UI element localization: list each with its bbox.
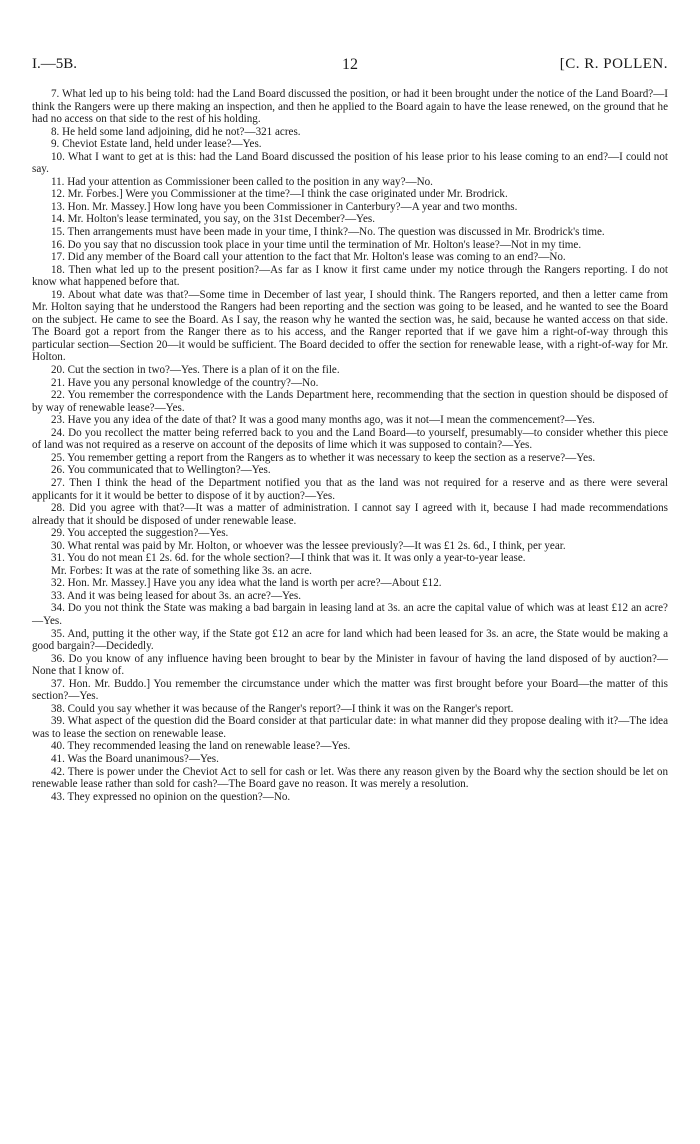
paragraph: 28. Did you agree with that?—It was a matter of administration. I cannot say I agreed with it, because I had made recommendations already that it should be disposed of under renewable lease. <box>32 502 668 527</box>
page-header <box>32 56 668 80</box>
paragraph: 20. Cut the section in two?—Yes. There is a plan of it on the file. <box>51 364 340 377</box>
paragraph: 27. Then I think the head of the Department notified you that as the land was not required for a reserve and as there were several applicants for it it would be better to dispose of it by auction?—Yes. <box>32 476 668 502</box>
paragraph: 25. You remember getting a report from the Rangers as to whether it was necessary to keep the section as a reserve?—Yes. <box>51 451 596 464</box>
witness-name: [C. R. POLLEN. <box>559 56 668 72</box>
paragraph: 42. There is power under the Cheviot Act to sell for cash or let. Was there any reason given by the Board why the section should be let on renewable lease rather than sold for cash?—The Board gave no reason. It was merely a resolution. <box>32 765 668 791</box>
paragraph: 21. Have you any personal knowledge of the country?—No. <box>51 376 319 389</box>
paragraph: 36. Do you know of any influence having been brought to bear by the Minister in favour of having the land disposed of by auction?—None that I know of. <box>32 652 668 678</box>
paragraph: 12. Mr. Forbes.] Were you Commissioner at the time?—I think the case originated under Mr. Brodrick. <box>51 188 508 201</box>
paragraph: 7. What led up to his being told: had the Land Board discussed the position, or had it been brought under the notice of the Land Board?—I think the Rangers were up there making an inspection, and then he applied to the Board again to have the lease renewed, on the ground that he had no access on that side to the rest of his holding. <box>32 88 668 126</box>
paragraph: 14. Mr. Holton's lease terminated, you say, on the 31st December?—Yes. <box>51 213 375 226</box>
paragraph: 30. What rental was paid by Mr. Holton, or whoever was the lessee previously?—It was £1 2s. 6d., I think, per year. <box>51 539 566 552</box>
paragraph: 26. You communicated that to Wellington?—Yes. <box>51 464 271 477</box>
paragraph: 23. Have you any idea of the date of that? It was a good many months ago, was it not—I mean the commencement?—Yes. <box>51 414 595 427</box>
paragraph: 37. Hon. Mr. Buddo.] You remember the circumstance under which the matter was first brought before your Board—the matter of this section?—Yes. <box>32 677 668 703</box>
paragraph: 40. They recommended leasing the land on renewable lease?—Yes. <box>51 740 351 753</box>
transcript-body <box>32 88 668 803</box>
paragraph: 31. You do not mean £1 2s. 6d. for the whole section?—I think that was it. It was only a year-to-year lease. <box>51 552 526 565</box>
paragraph: 8. He held some land adjoining, did he not?—321 acres. <box>51 125 301 138</box>
paragraph: 43. They expressed no opinion on the question?—No. <box>51 790 291 803</box>
paragraph: 10. What I want to get at is this: had the Land Board discussed the position of his lease prior to his lease coming to an end?—I could not say. <box>32 150 668 176</box>
paragraph: Mr. Forbes: It was at the rate of something like 3s. an acre. <box>51 564 312 577</box>
paragraph: 39. What aspect of the question did the Board consider at that particular date: in what manner did they propose dealing with it?—The idea was to lease the section on renewable lease. <box>32 715 668 740</box>
paragraph: 29. You accepted the suggestion?—Yes. <box>51 527 229 540</box>
paragraph: 33. And it was being leased for about 3s. an acre?—Yes. <box>51 589 301 602</box>
document-reference: I.—5B. <box>32 56 77 72</box>
paragraph: 34. Do you not think the State was making a bad bargain in leasing land at 3s. an acre the capital value of which was at least £12 an acre?—Yes. <box>32 602 668 627</box>
paragraph: 17. Did any member of the Board call your attention to the fact that Mr. Holton's lease was coming to an end?—No. <box>51 251 566 264</box>
paragraph: 35. And, putting it the other way, if the State got £12 an acre for land which had been leased for 3s. an acre, the State would be making a good bargain?—Decidedly. <box>32 627 668 653</box>
paragraph: 15. Then arrangements must have been made in your time, I think?—No. The question was discussed in Mr. Brodrick's time. <box>51 226 605 239</box>
paragraph: 24. Do you recollect the matter being referred back to you and the Land Board—to yourself, presumably—to consider whether this piece of land was not required as a reserve on account of the deposits of lime which it was supposed to contain?—Yes. <box>32 426 668 452</box>
paragraph: 9. Cheviot Estate land, held under lease?—Yes. <box>51 138 262 151</box>
paragraph: 41. Was the Board unanimous?—Yes. <box>51 752 219 765</box>
paragraph: 38. Could you say whether it was because of the Ranger's report?—I think it was on the Ranger's report. <box>51 702 514 715</box>
paragraph: 16. Do you say that no discussion took place in your time until the termination of Mr. Holton's lease?—Not in my time. <box>51 238 582 251</box>
paragraph: 32. Hon. Mr. Massey.] Have you any idea what the land is worth per acre?—About £12. <box>51 577 442 590</box>
paragraph: 19. About what date was that?—Some time in December of last year, I should think. The Rangers reported, and then a letter came from Mr. Holton saying that he understood the Rangers had been reporting and the section was going to be leased, and he wanted to see the Board on the subject. He came to see the Board. As I say, the reason why he wanted the section was, he said, because he wanted access on that side. The Board got a report from the Ranger there as to his access, and the Ranger reported that if we gave him a right-of-way through this particular section—Section 20—it would be sufficient. The Board decided to offer the section for renewable lease, with a right-of-way for Mr. Holton. <box>32 288 668 364</box>
paragraph: 11. Had your attention as Commissioner been called to the position in any way?—No. <box>51 175 433 188</box>
paragraph: 13. Hon. Mr. Massey.] How long have you been Commissioner in Canterbury?—A year and two months. <box>51 200 518 213</box>
paragraph: 22. You remember the correspondence with the Lands Department here, recommending that the section in question should be disposed of by way of renewable lease?—Yes. <box>32 389 668 414</box>
paragraph: 18. Then what led up to the present position?—As far as I know it first came under my notice through the Rangers reporting. I do not know what happened before that. <box>32 263 668 289</box>
page-number: 12 <box>342 56 358 73</box>
